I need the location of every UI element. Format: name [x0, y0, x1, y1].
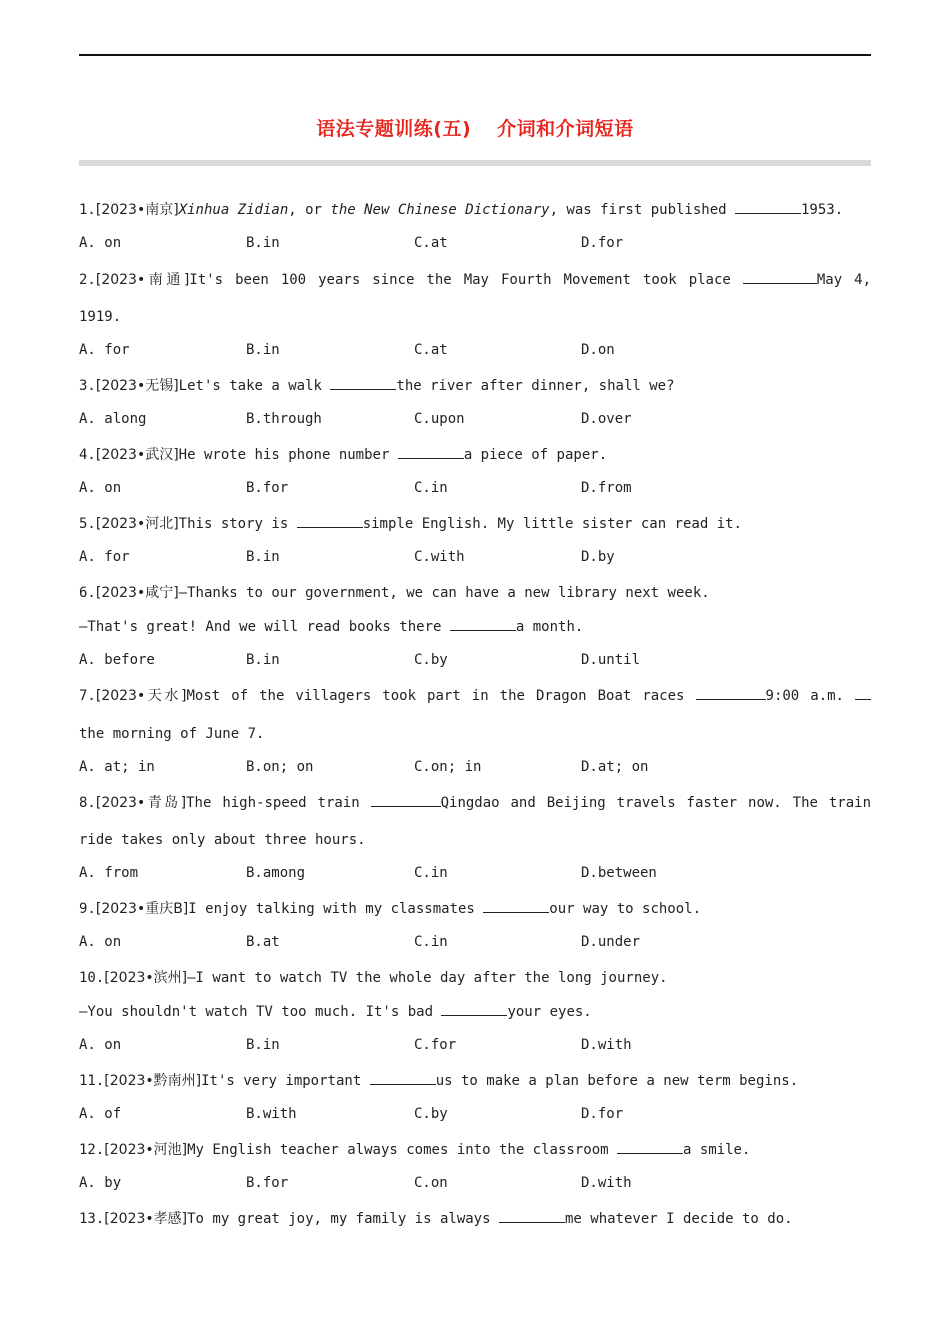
- question-7: 7.[2023•天水]Most of the villagers took part in the Dragon Boat races 9:00 a.m.: [79, 686, 871, 706]
- option-b: B.among: [246, 865, 306, 881]
- question-6-continued: —That's great! And we will read books there a month.: [79, 619, 584, 635]
- option-c: C.with: [414, 549, 465, 565]
- option-c: C.at: [414, 235, 448, 251]
- option-b: B.in: [246, 235, 280, 251]
- answer-blank: [371, 793, 441, 807]
- question-8-continued: ride takes only about three hours.: [79, 832, 366, 848]
- answer-blank: [735, 200, 801, 214]
- option-d: D.over: [581, 411, 632, 427]
- question-12: 12.[2023•河池]My English teacher always comes into the classroom a smile.: [79, 1142, 751, 1158]
- answer-blank: [441, 1002, 507, 1016]
- title-sub: 介词和介词短语: [497, 118, 634, 140]
- option-b: B.through: [246, 411, 322, 427]
- question-11: 11.[2023•黔南州]It's very important us to make a plan before a new term begins.: [79, 1073, 799, 1089]
- option-c: C.on: [414, 1175, 448, 1191]
- answer-blank: [855, 686, 871, 700]
- option-c: C.at: [414, 342, 448, 358]
- option-d: D.from: [581, 480, 632, 496]
- option-a: A. for: [79, 549, 130, 565]
- option-a: A. for: [79, 342, 130, 358]
- option-b: B.with: [246, 1106, 297, 1122]
- option-b: B.in: [246, 652, 280, 668]
- question-3: 3.[2023•无锡]Let's take a walk the river after dinner, shall we?: [79, 378, 675, 394]
- title-divider: [79, 160, 871, 166]
- option-b: B.on; on: [246, 759, 314, 775]
- question-4: 4.[2023•武汉]He wrote his phone number a piece of paper.: [79, 447, 608, 463]
- question-1: 1.[2023•南京]Xinhua Zidian, or the New Chinese Dictionary, was first published 1953.: [79, 202, 844, 218]
- option-b: B.for: [246, 480, 289, 496]
- option-d: D.by: [581, 549, 615, 565]
- option-d: D.for: [581, 1106, 624, 1122]
- question-5: 5.[2023•河北]This story is simple English. My little sister can read it.: [79, 516, 742, 532]
- question-9: 9.[2023•重庆B]I enjoy talking with my classmates our way to school.: [79, 901, 702, 917]
- option-b: B.at: [246, 934, 280, 950]
- option-a: A. by: [79, 1175, 122, 1191]
- option-d: D.under: [581, 934, 641, 950]
- title-main: 语法专题训练(五): [316, 118, 472, 140]
- option-c: C.upon: [414, 411, 465, 427]
- answer-blank: [450, 617, 516, 631]
- option-a: A. at; in: [79, 759, 155, 775]
- option-a: A. from: [79, 865, 139, 881]
- option-d: D.for: [581, 235, 624, 251]
- option-c: C.for: [414, 1037, 457, 1053]
- answer-blank: [297, 514, 363, 528]
- option-b: B.in: [246, 1037, 280, 1053]
- option-d: D.on: [581, 342, 615, 358]
- answer-blank: [370, 1071, 436, 1085]
- option-b: B.in: [246, 549, 280, 565]
- option-a: A. on: [79, 1037, 122, 1053]
- top-rule: [79, 54, 871, 56]
- option-b: B.for: [246, 1175, 289, 1191]
- question-2: 2.[2023•南通]It's been 100 years since the May Fourth Movement took place May 4,: [79, 272, 872, 288]
- answer-blank: [483, 899, 549, 913]
- option-c: C.by: [414, 652, 448, 668]
- answer-blank: [696, 686, 766, 700]
- question-6: 6.[2023•咸宁]—Thanks to our government, we can have a new library next week.: [79, 585, 710, 601]
- option-a: A. on: [79, 235, 122, 251]
- option-d: D.with: [581, 1037, 632, 1053]
- option-a: A. on: [79, 480, 122, 496]
- answer-blank: [617, 1140, 683, 1154]
- option-d: D.until: [581, 652, 641, 668]
- option-b: B.in: [246, 342, 280, 358]
- option-c: C.on; in: [414, 759, 482, 775]
- question-13: 13.[2023•孝感]To my great joy, my family is always me whatever I decide to do.: [79, 1211, 793, 1227]
- option-c: C.in: [414, 934, 448, 950]
- option-c: C.in: [414, 480, 448, 496]
- option-a: A. before: [79, 652, 155, 668]
- question-10: 10.[2023•滨州]—I want to watch TV the whole day after the long journey.: [79, 970, 668, 986]
- option-a: A. of: [79, 1106, 122, 1122]
- answer-blank: [499, 1209, 565, 1223]
- option-a: A. along: [79, 411, 147, 427]
- option-a: A. on: [79, 934, 122, 950]
- option-c: C.in: [414, 865, 448, 881]
- answer-blank: [330, 376, 396, 390]
- question-8: 8.[2023•青岛]The high-speed train Qingdao and Beijing travels faster now. The train: [79, 795, 871, 811]
- option-d: D.at; on: [581, 759, 649, 775]
- answer-blank: [398, 445, 464, 459]
- question-10-continued: —You shouldn't watch TV too much. It's bad your eyes.: [79, 1004, 592, 1020]
- option-d: D.with: [581, 1175, 632, 1191]
- option-c: C.by: [414, 1106, 448, 1122]
- page-title: [0, 114, 950, 141]
- answer-blank: [743, 270, 817, 284]
- question-7-continued: the morning of June 7.: [79, 726, 265, 742]
- option-d: D.between: [581, 865, 657, 881]
- question-2-continued: 1919.: [79, 309, 122, 325]
